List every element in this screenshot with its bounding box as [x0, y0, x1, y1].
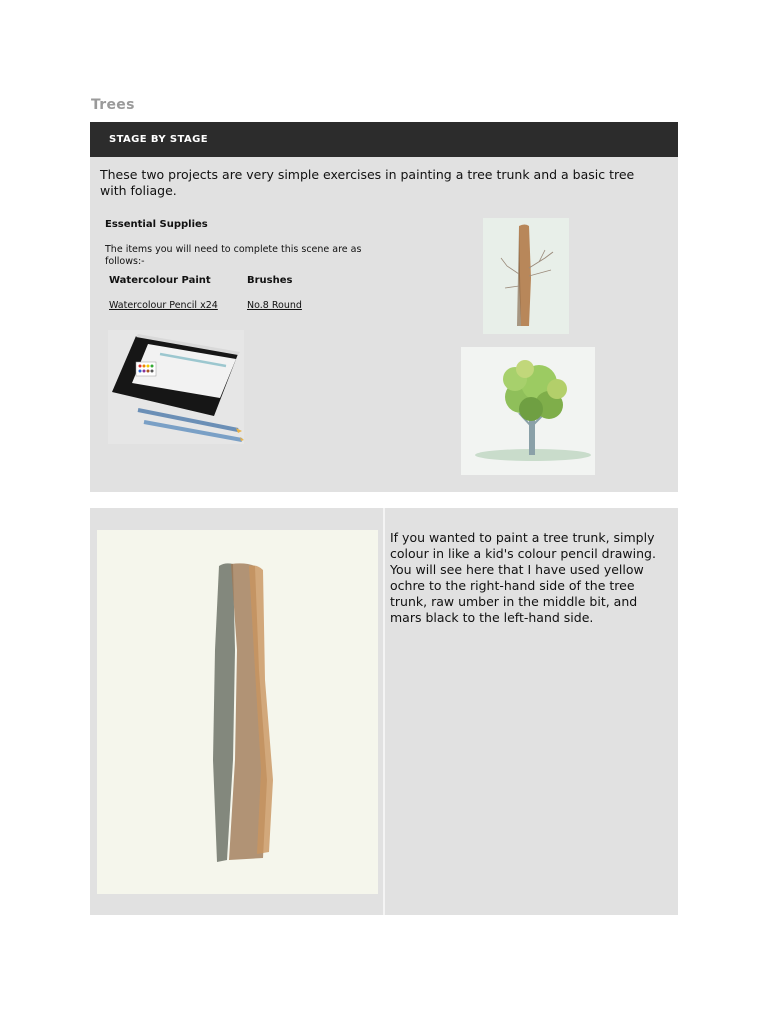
step-description: If you wanted to paint a tree trunk, simply colour in like a kid's colour pencil drawing. You will see here that I have used yellow ochre to the right-hand side of the tree trunk, raw umber in the middle bit, and mars black to the left-hand side.	[390, 530, 656, 625]
supplies-description: The items you will need to complete this scene are as follows:-	[105, 244, 362, 267]
column-heading-brushes: Brushes	[247, 275, 293, 286]
tree-foliage-image[interactable]	[461, 347, 595, 475]
supplies-title: Essential Supplies	[105, 219, 208, 230]
trunk-drawing-image[interactable]	[97, 530, 378, 894]
tree-trunk-image[interactable]	[483, 218, 569, 334]
panel-divider	[383, 508, 385, 915]
pencil-set-image[interactable]	[108, 330, 244, 444]
intro-text: These two projects are very simple exercises in painting a tree trunk and a basic tree with foliage.	[100, 167, 635, 198]
link-watercolour-pencil[interactable]: Watercolour Pencil x24	[109, 300, 218, 311]
link-no8-round[interactable]: No.8 Round	[247, 300, 302, 311]
section-header: STAGE BY STAGE	[90, 122, 678, 157]
step-panel	[90, 508, 678, 915]
page-title: Trees	[91, 97, 135, 113]
column-heading-paint: Watercolour Paint	[109, 275, 211, 286]
stage-panel	[90, 122, 678, 492]
